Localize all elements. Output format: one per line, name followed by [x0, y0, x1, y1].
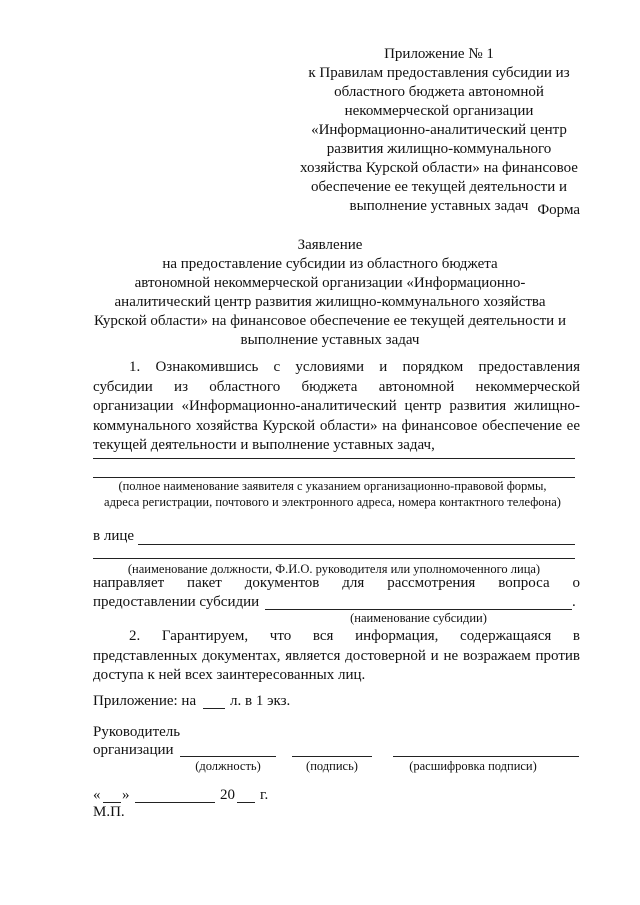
date-year-suffix: г. [260, 787, 269, 803]
appendix-line: обеспечение ее текущей деятельности и [310, 179, 568, 195]
form-label: Форма [537, 202, 580, 218]
position-field[interactable] [180, 756, 276, 757]
appendix-line: хозяйства Курской области» на финансовое [300, 160, 578, 176]
stamp-label: М.П. [93, 804, 125, 820]
signature-head: организации [93, 742, 174, 758]
paragraph-1 [93, 358, 580, 456]
sends-line: направляет пакет документов для рассмотрения вопроса о [93, 575, 580, 591]
title-line: аналитический центр развития жилищно-коммунального хозяйства [114, 294, 546, 310]
paragraph-line: организации «Информационно-аналитический центр развития жилищно- [93, 398, 580, 414]
appendix-header [286, 45, 592, 216]
appendix-line: некоммерческой организации [344, 103, 534, 119]
title-line: выполнение уставных задач [240, 332, 420, 348]
signature-decoding-field[interactable] [393, 756, 579, 757]
paragraph-line: представленных документах, является достоверной и не возражаем против [93, 647, 580, 664]
document-title [80, 236, 580, 350]
date-day-field[interactable] [103, 802, 121, 803]
subsidy-name-caption: (наименование субсидии) [350, 611, 487, 625]
appendix-line: Приложение № 1 [384, 46, 494, 62]
applicant-caption-line: (полное наименование заявителя с указанием организационно-правовой формы, [118, 479, 547, 493]
position-caption: (должность) [195, 759, 261, 773]
paragraph-line: субсидии из областного бюджета автономной некоммерческой [93, 378, 580, 395]
title-line: Заявление [297, 237, 363, 253]
signature-field[interactable] [292, 756, 372, 757]
paragraph-line: коммунального хозяйства Курской области» на финансовое обеспечение ее [93, 417, 580, 434]
title-line: автономной некоммерческой организации «Информационно- [134, 275, 526, 291]
date-open-quote: « [93, 787, 101, 803]
appendix-line: развития жилищно-коммунального [326, 141, 552, 157]
sends-line: предоставлении субсидии [93, 594, 260, 610]
applicant-name-line-1[interactable] [93, 458, 575, 459]
applicant-name-line-2[interactable] [93, 477, 575, 478]
signature-caption: (подпись) [306, 759, 358, 773]
paragraph-line: 2. Гарантируем, что вся информация, содержащаяся в [129, 628, 580, 644]
signature-head: Руководитель [93, 724, 181, 740]
date-month-field[interactable] [135, 802, 215, 803]
attachment-prefix: Приложение: на [93, 693, 197, 709]
paragraph-line: текущей деятельности и выполнение уставных задач, [93, 437, 435, 453]
attachment-pages-field[interactable] [203, 708, 225, 709]
paragraph-line: 1. Ознакомившись с условиями и порядком предоставления [129, 359, 580, 375]
sends-dot: . [572, 594, 576, 610]
title-line: на предоставление субсидии из областного бюджета [162, 256, 498, 272]
represented-by-line-2[interactable] [93, 558, 575, 559]
appendix-line: «Информационно-аналитический центр [311, 122, 567, 138]
date-year-field[interactable] [237, 802, 255, 803]
appendix-line: выполнение уставных задач [349, 198, 529, 214]
date-close-quote: » [122, 787, 130, 803]
applicant-caption-line: адреса регистрации, почтового и электронного адреса, номера контактного телефона) [104, 495, 561, 509]
title-line: Курской области» на финансовое обеспечение ее текущей деятельности и [94, 313, 566, 329]
paragraph-line: доступа к ней всех заинтересованных лиц. [93, 667, 366, 683]
decoding-caption: (расшифровка подписи) [409, 759, 537, 773]
subsidy-name-line[interactable] [265, 609, 572, 610]
represented-by-caption: (наименование должности, Ф.И.О. руководителя или уполномоченного лица) [127, 562, 541, 576]
represented-by-label: в лице [93, 528, 135, 544]
paragraph-2 [93, 627, 580, 686]
represented-by-line-1[interactable] [138, 544, 575, 545]
appendix-line: к Правилам предоставления субсидии из [308, 65, 570, 81]
attachment-suffix: л. в 1 экз. [230, 693, 291, 709]
appendix-line: областного бюджета автономной [334, 84, 544, 100]
date-year-prefix: 20 [220, 787, 235, 803]
